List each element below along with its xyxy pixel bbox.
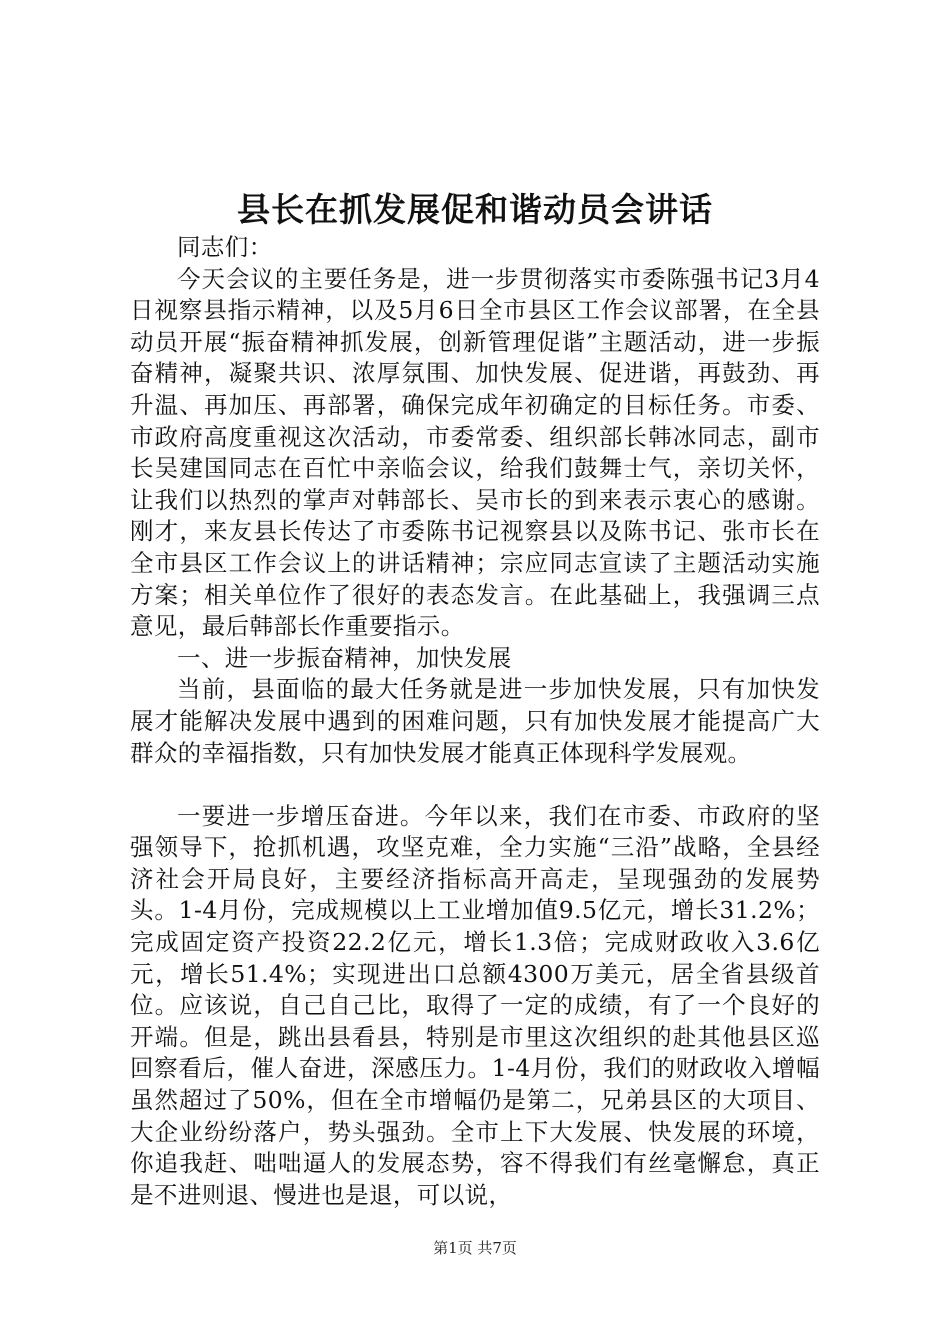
paragraph-gap [130,769,820,801]
section-heading-1: 一、进一步振奋精神，加快发展 [177,643,512,672]
salutation: 同志们： [177,233,273,261]
document-body [130,232,820,1211]
paragraph-point-1: 一要进一步增压奋进。今年以来，我们在市委、市政府的坚强领导下，抢抓机遇，攻坚克难，全力实施“三沿”战略，全县经济社会开局良好，主要经济指标高开高走，呈现强劲的发展势头。1-4月份，完成规模以上工业增加值9.5亿元，增长31.2%；完成固定资产投资22.2亿元，增长1.3倍；完成财政收入3.6亿元，增长51.4%；实现进出口总额4300万美元，居全省县级首位。应该说，自己自己比，取得了一定的成绩，有了一个良好的开端。但是，跳出县看县，特别是市里这次组织的赴其他县区巡回察看后，催人奋进，深感压力。1-4月份，我们的财政收入增幅虽然超过了50%，但在全市增幅仍是第二，兄弟县区的大项目、大企业纷纷落户，势头强劲。全市上下大发展、快发展的环境，你追我赶、咄咄逼人的发展态势，容不得我们有丝毫懈怠，真正是不进则退、慢进也是退，可以说， [130,801,820,1209]
paragraph-current-task: 当前，县面临的最大任务就是进一步加快发展，只有加快发展才能解决发展中遇到的困难问题，只有加快发展才能提高广大群众的幸福指数，只有加快发展才能真正体现科学发展观。 [130,675,820,767]
paragraph-intro: 今天会议的主要任务是，进一步贯彻落实市委陈强书记3月4日视察县指示精神，以及5月6日全市县区工作会议部署，在全县动员开展“振奋精神抓发展，创新管理促谐”主题活动，进一步振奋精神，凝聚共识、浓厚氛围、加快发展、促进谐，再鼓劲、再升温、再加压、再部署，确保完成年初确定的目标任务。市委、市政府高度重视这次活动，市委常委、组织部长韩冰同志，副市长吴建国同志在百忙中亲临会议，给我们鼓舞士气，亲切关怀，让我们以热烈的掌声对韩部长、吴市长的到来表示衷心的感谢。刚才，来友县长传达了市委陈书记视察县以及陈书记、张市长在全市县区工作会议上的讲话精神；宗应同志宣读了主题活动实施方案；相关单位作了很好的表态发言。在此基础上，我强调三点意见，最后韩部长作重要指示。 [130,264,820,641]
page-footer: 第1页 共7页 [433,1239,517,1257]
document-title: 县长在抓发展促和谐动员会讲话 [237,190,713,229]
